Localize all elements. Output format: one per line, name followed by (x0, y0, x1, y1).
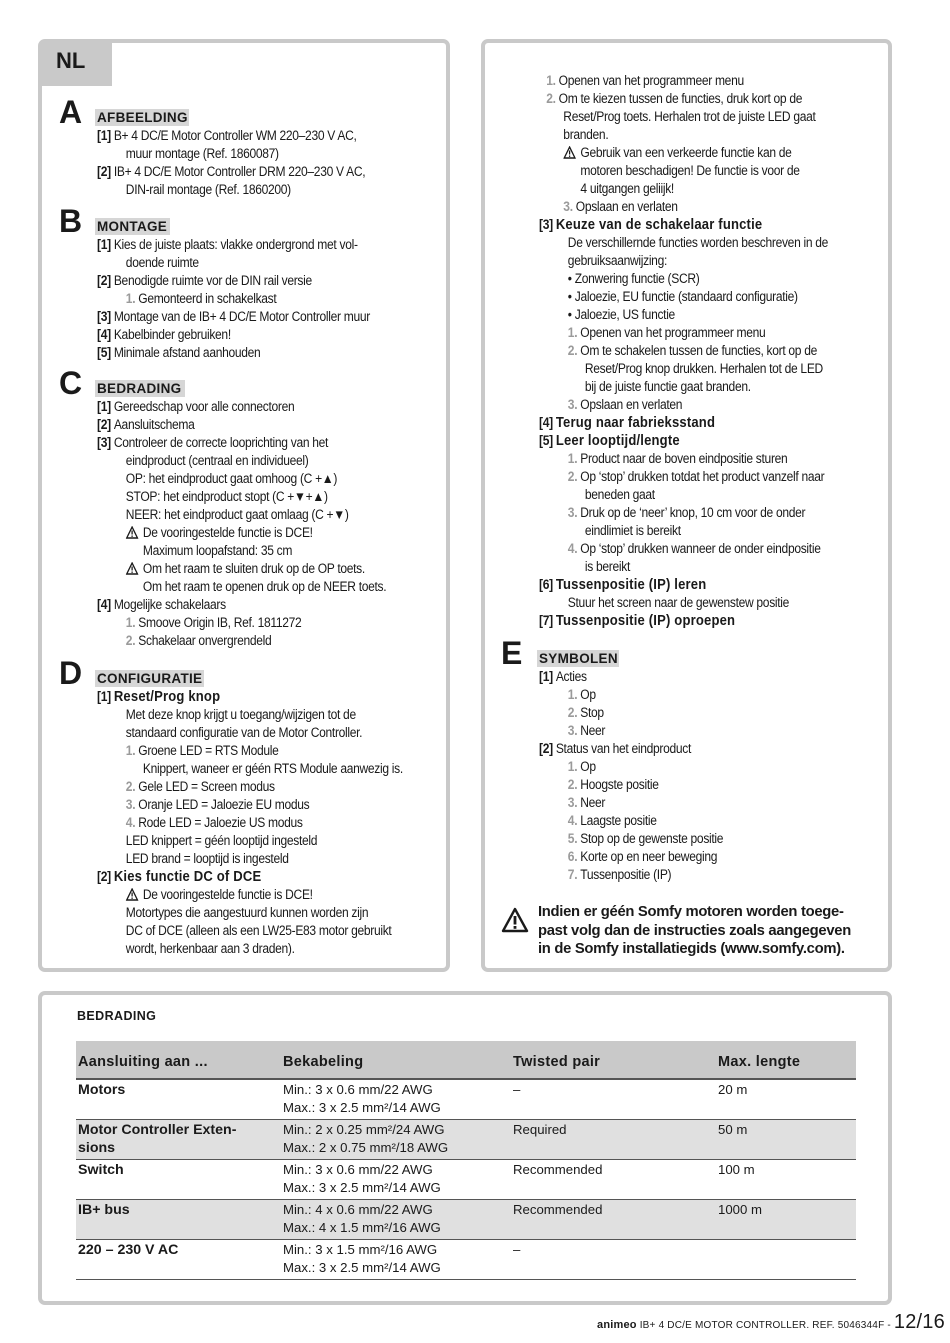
text-line: bij de juiste functie gaat branden. (584, 379, 751, 394)
marker: [7] (539, 613, 553, 628)
marker: 3. (567, 795, 578, 810)
cable-max: Max.: 3 x 2.5 mm²/14 AWG (283, 1260, 441, 1275)
cable-min: Min.: 4 x 0.6 mm/22 AWG (283, 1202, 433, 1217)
marker: 1. (546, 73, 556, 88)
language-tab: NL (40, 40, 112, 86)
marker: 3. (567, 723, 578, 738)
text-line: Om te schakelen tussen de functies, kort op de (580, 343, 817, 358)
marker: [1] (539, 669, 553, 684)
table-row (76, 1200, 856, 1240)
warning-text (538, 903, 851, 959)
section-title-configuratie: CONFIGURATIE (97, 671, 203, 686)
marker: 7. (567, 867, 578, 882)
table-cell: Recommended (511, 1160, 716, 1200)
text-line: Motor Controller Exten- (78, 1122, 237, 1138)
cable-min: Min.: 3 x 0.6 mm/22 AWG (283, 1162, 433, 1177)
text-line: Om het raam te sluiten druk op de OP toets. (142, 561, 365, 576)
section-title-montage: MONTAGE (95, 218, 170, 235)
text-line: Om het raam te openen druk op de NEER toets. (142, 579, 387, 594)
text-line: Stop op de gewenste positie (580, 831, 724, 846)
warning-icon (126, 888, 139, 901)
marker: 3. (125, 797, 136, 812)
brand-name: animeo (597, 1319, 637, 1331)
text-line: Gele LED = Screen modus (138, 779, 275, 794)
marker: [4] (97, 327, 111, 342)
marker: [6] (539, 577, 553, 592)
text-line: Op (580, 687, 596, 702)
text-line: Groene LED = RTS Module (138, 743, 279, 758)
marker: [2] (97, 273, 111, 288)
marker: 1. (567, 451, 578, 466)
text-line: Tussenpositie (IP) leren (555, 577, 707, 593)
warning-icon (563, 146, 576, 159)
text-line: beneden gaat (584, 487, 655, 502)
column-header: Aansluiting aan ... (76, 1041, 281, 1079)
text-line: • Jaloezie, EU functie (standaard configuratie) (567, 289, 798, 304)
marker: 3. (567, 505, 578, 520)
text-line: Druk op de ‘neer’ knop, 10 cm voor de onder (580, 505, 806, 520)
text-line: Smoove Origin IB, Ref. 1811272 (138, 615, 302, 630)
text-line: Opslaan en verlaten (580, 397, 683, 412)
text-line: gebruiksaanwijzing: (567, 253, 667, 268)
text-line: • Jaloezie, US functie (567, 307, 675, 322)
table-row (76, 1160, 856, 1200)
page-footer (597, 1311, 945, 1334)
marker: [3] (97, 435, 111, 450)
text-line: Tussenpositie (IP) (580, 867, 672, 882)
text-line: Kabelbinder gebruiken! (113, 327, 231, 342)
marker: [2] (97, 164, 111, 179)
table-cell: 100 m (716, 1160, 856, 1200)
marker: [1] (97, 689, 111, 704)
text-line: Gemonteerd in schakelkast (138, 291, 277, 306)
marker: 1. (125, 743, 136, 758)
text-line: OP: het eindproduct gaat omhoog (C +▲) (125, 471, 338, 486)
warning-icon (126, 526, 139, 539)
text-line: Motortypes die aangestuurd kunnen worden zijn (125, 905, 369, 920)
text-line: Neer (580, 723, 606, 738)
table-header-row (76, 1041, 856, 1079)
column-header: Bekabeling (281, 1041, 511, 1079)
text-line: motoren beschadigen! De functie is voor de (580, 163, 800, 178)
text-line: STOP: het eindproduct stopt (C +▼+▲) (125, 489, 328, 504)
column-header: Twisted pair (511, 1041, 716, 1079)
text-line: Gebruik van een verkeerde functie kan de (580, 145, 792, 160)
text-line: DC of DCE (alleen als een LW25-E83 motor gebruikt (125, 923, 392, 938)
marker: [1] (97, 399, 111, 414)
text-line: Openen van het programmeer menu (580, 325, 766, 340)
section-title-symbolen: SYMBOLEN (539, 651, 618, 666)
text-line: Terug naar fabrieksstand (555, 415, 716, 431)
text-line: DIN-rail montage (Ref. 1860200) (125, 182, 291, 197)
text-line: standaard configuratie van de Motor Controller. (125, 725, 363, 740)
marker: [2] (97, 417, 111, 432)
marker: 1. (125, 291, 136, 306)
text-line: Mogelijke schakelaars (113, 597, 226, 612)
table-cell: 220 – 230 V AC (76, 1240, 281, 1280)
marker: [4] (97, 597, 111, 612)
text-line: Acties (555, 669, 587, 684)
text-line: Op ‘stop’ drukken totdat het product vanzelf naar (580, 469, 825, 484)
marker: [4] (539, 415, 553, 430)
text-line: LED brand = looptijd is ingesteld (125, 851, 289, 866)
table-cell: Recommended (511, 1200, 716, 1240)
text-line: Status van het eindproduct (555, 741, 692, 756)
text-line: De vooringestelde functie is DCE! (142, 525, 313, 540)
table-cell (281, 1240, 511, 1280)
section-letter-c: C (59, 365, 83, 401)
column-header: Max. lengte (716, 1041, 856, 1079)
marker: 4. (125, 815, 136, 830)
table-cell (281, 1200, 511, 1240)
marker: 1. (567, 759, 578, 774)
text-line: Minimale afstand aanhouden (113, 345, 261, 360)
cable-min: Min.: 3 x 1.5 mm²/16 AWG (283, 1242, 438, 1257)
warning-icon (126, 562, 139, 575)
text-line: eindlimiet is bereikt (584, 523, 681, 538)
table-title: BEDRADING (77, 1009, 157, 1023)
text-line: • Zonwering functie (SCR) (567, 271, 700, 286)
cable-max: Max.: 3 x 2.5 mm²/14 AWG (283, 1180, 441, 1195)
table-cell (716, 1240, 856, 1280)
marker: [1] (97, 237, 111, 252)
table-cell: 1000 m (716, 1200, 856, 1240)
page-number: 12/16 (893, 1311, 945, 1333)
table-row (76, 1079, 856, 1120)
text-line: Maximum loopafstand: 35 cm (142, 543, 293, 558)
text-line: Korte op en neer beweging (580, 849, 718, 864)
section-letter-a: A (59, 94, 83, 130)
table-cell: 50 m (716, 1120, 856, 1160)
marker: 1. (567, 325, 578, 340)
warning-icon (501, 907, 529, 933)
table-cell (281, 1120, 511, 1160)
marker: 4. (567, 813, 578, 828)
table-cell: Motors (76, 1079, 281, 1120)
text-line: B+ 4 DC/E Motor Controller WM 220–230 V AC, (113, 128, 357, 143)
text-line: Tussenpositie (IP) oproepen (555, 613, 736, 629)
marker: 2. (125, 779, 136, 794)
text-line: De verschillernde functies worden beschreven in de (567, 235, 829, 250)
footer-text: IB+ 4 DC/E MOTOR CONTROLLER. REF. 5046344F - (636, 1320, 894, 1331)
text-line: wordt, herkenbaar aan 3 draden). (125, 941, 295, 956)
table-cell: Switch (76, 1160, 281, 1200)
text-line: doende ruimte (125, 255, 199, 270)
text-line: 4 uitgangen geliijk! (580, 181, 674, 196)
table-cell: Required (511, 1120, 716, 1160)
table-row (76, 1120, 856, 1160)
text-line: Reset/Prog knop (113, 689, 221, 705)
text-line: Knippert, waneer er géén RTS Module aanwezig is. (142, 761, 403, 776)
marker: 3. (563, 199, 573, 214)
text-line: Laagste positie (580, 813, 657, 828)
table-cell (281, 1160, 511, 1200)
marker: 1. (125, 615, 136, 630)
marker: [3] (539, 217, 553, 232)
text-line: Gereedschap voor alle connectoren (113, 399, 295, 414)
table-cell: IB+ bus (76, 1200, 281, 1240)
marker: 2. (567, 705, 578, 720)
text-line: Hoogste positie (580, 777, 659, 792)
text-line: IB+ 4 DC/E Motor Controller DRM 220–230 V AC, (113, 164, 366, 179)
text-line: Met deze knop krijgt u toegang/wijzigen tot de (125, 707, 356, 722)
text-line: Neer (580, 795, 606, 810)
text-line: Stop (580, 705, 604, 720)
text-line: is bereikt (584, 559, 630, 574)
marker: 2. (125, 633, 136, 648)
text-line: De vooringestelde functie is DCE! (142, 887, 313, 902)
text-line: Benodigde ruimte vor de DIN rail versie (113, 273, 312, 288)
section-title-afbeelding: AFBEELDING (97, 110, 188, 125)
text-line: sions (78, 1140, 116, 1156)
text-line: Product naar de boven eindpositie sturen (580, 451, 788, 466)
marker: 2. (546, 91, 556, 106)
text-line: eindproduct (centraal en individueel) (125, 453, 309, 468)
text-line: Leer looptijd/lengte (555, 433, 680, 449)
marker: 2. (567, 469, 578, 484)
text-line: Oranje LED = Jaloezie EU modus (138, 797, 310, 812)
text-line: Op ‘stop’ drukken wanneer de onder eindpositie (580, 541, 821, 556)
marker: 1. (567, 687, 578, 702)
marker: 6. (567, 849, 578, 864)
marker: [2] (97, 869, 111, 884)
section-letter-b: B (59, 203, 83, 239)
table-cell (76, 1120, 281, 1160)
marker: 2. (567, 777, 578, 792)
text-line: Opslaan en verlaten (575, 199, 678, 214)
text-line: Montage van de IB+ 4 DC/E Motor Controller muur (113, 309, 370, 324)
text-line: Kies functie DC of DCE (113, 869, 262, 885)
marker: 2. (567, 343, 578, 358)
text-line: Aansluitschema (113, 417, 195, 432)
cable-max: Max.: 2 x 0.75 mm²/18 AWG (283, 1140, 449, 1155)
text-line: Om te kiezen tussen de functies, druk kort op de (558, 91, 803, 106)
table-cell: – (511, 1079, 716, 1120)
table-cell: – (511, 1240, 716, 1280)
text-line: Reset/Prog knop drukken. Herhalen tot de LED (584, 361, 823, 376)
marker: 3. (567, 397, 578, 412)
section-letter-e: E (501, 635, 523, 671)
text-line: Openen van het programmeer menu (558, 73, 744, 88)
text-line: Indien er géén Somfy motoren worden toege- (538, 904, 844, 920)
marker: [3] (97, 309, 111, 324)
text-line: Schakelaar onvergrendeld (138, 633, 272, 648)
wiring-table (76, 1041, 856, 1280)
section-letter-d: D (59, 655, 83, 691)
marker: [1] (97, 128, 111, 143)
marker: 5. (567, 831, 578, 846)
marker: [5] (539, 433, 553, 448)
text-line: Keuze van de schakelaar functie (555, 217, 763, 233)
cable-min: Min.: 3 x 0.6 mm/22 AWG (283, 1082, 433, 1097)
table-row (76, 1240, 856, 1280)
text-line: Controleer de correcte looprichting van het (113, 435, 329, 450)
marker: [2] (539, 741, 553, 756)
table-cell: 20 m (716, 1079, 856, 1120)
text-line: muur montage (Ref. 1860087) (125, 146, 279, 161)
marker: [5] (97, 345, 111, 360)
cable-min: Min.: 2 x 0.25 mm²/24 AWG (283, 1122, 445, 1137)
cable-max: Max.: 4 x 1.5 mm²/16 AWG (283, 1220, 441, 1235)
section-title-bedrading: BEDRADING (95, 380, 185, 397)
table-cell (281, 1079, 511, 1120)
text-line: Reset/Prog toets. Herhalen trot de juiste LED gaat (563, 109, 816, 124)
marker: 4. (567, 541, 578, 556)
text-line: NEER: het eindproduct gaat omlaag (C +▼) (125, 507, 349, 522)
text-line: branden. (563, 127, 609, 142)
text-line: past volg dan de instructies zoals aangegeven (538, 922, 851, 939)
text-line: LED knippert = géén looptijd ingesteld (125, 833, 318, 848)
cable-max: Max.: 3 x 2.5 mm²/14 AWG (283, 1100, 441, 1115)
text-line: Stuur het screen naar de gewenstew positie (567, 595, 790, 610)
text-line: in de Somfy installatiegids (www.somfy.com). (538, 941, 845, 957)
text-line: Rode LED = Jaloezie US modus (138, 815, 303, 830)
text-line: Kies de juiste plaats: vlakke ondergrond met vol- (113, 237, 358, 252)
text-line: Op (580, 759, 596, 774)
